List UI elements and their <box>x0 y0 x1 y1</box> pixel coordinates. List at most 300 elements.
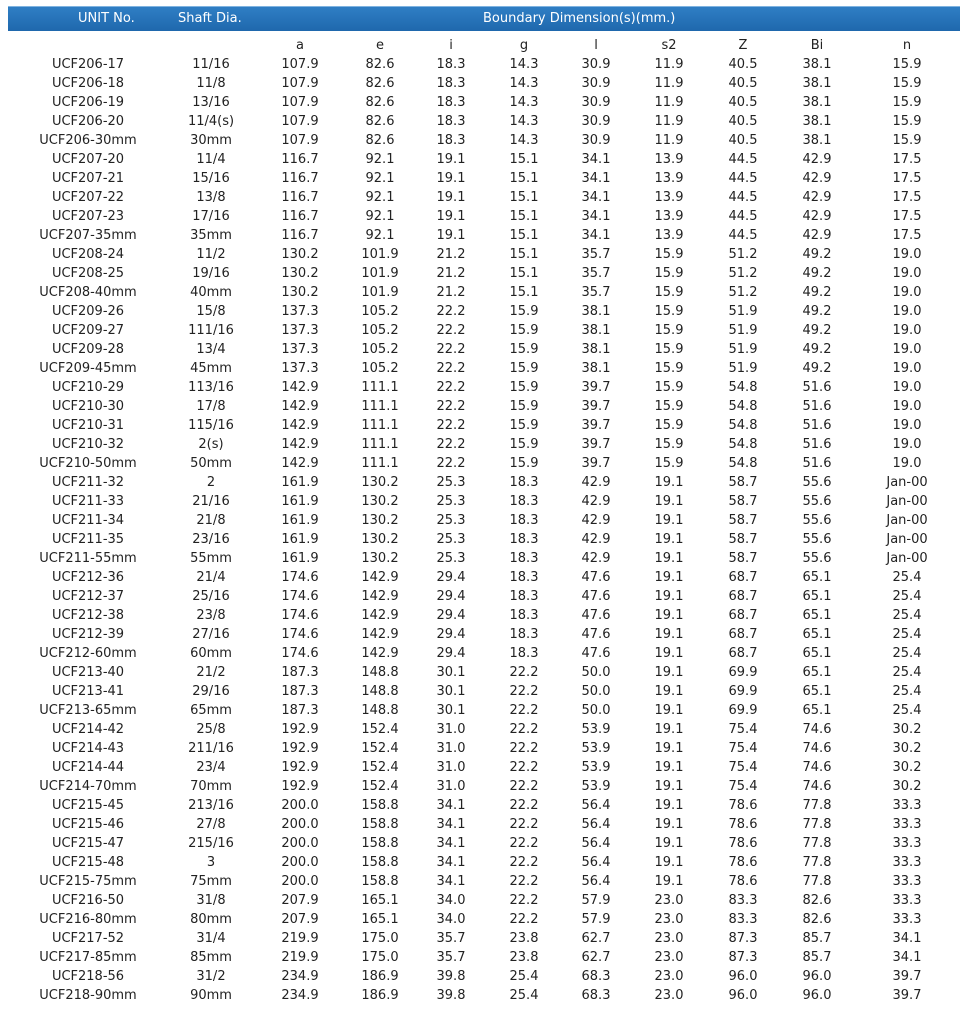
cell-shaft-dia: 31/4 <box>196 931 226 946</box>
cell-g: 15.1 <box>509 152 539 167</box>
cell-e: 111.1 <box>361 399 399 414</box>
cell-l: 56.4 <box>581 817 611 832</box>
cell-l: 30.9 <box>581 114 611 129</box>
cell-i: 19.1 <box>436 190 466 205</box>
cell-l: 47.6 <box>581 646 611 661</box>
cell-n: 19.0 <box>892 304 922 319</box>
cell-n: 25.4 <box>892 684 922 699</box>
cell-a: 161.9 <box>281 494 319 509</box>
cell-e: 130.2 <box>361 494 399 509</box>
cell-bi: 74.6 <box>802 722 832 737</box>
cell-s2: 19.1 <box>654 741 684 756</box>
cell-z: 51.9 <box>728 342 758 357</box>
cell-l: 50.0 <box>581 703 611 718</box>
cell-g: 15.1 <box>509 228 539 243</box>
table-row <box>8 435 960 454</box>
cell-e: 158.8 <box>361 836 399 851</box>
table-row <box>8 397 960 416</box>
cell-bi: 77.8 <box>802 836 832 851</box>
cell-n: 39.7 <box>892 988 922 1003</box>
cell-n: 17.5 <box>892 152 922 167</box>
cell-s2: 19.1 <box>654 684 684 699</box>
cell-l: 57.9 <box>581 893 611 908</box>
cell-a: 116.7 <box>281 152 319 167</box>
cell-bi: 85.7 <box>802 950 832 965</box>
cell-z: 54.8 <box>728 437 758 452</box>
cell-shaft-dia: 111/16 <box>188 323 234 338</box>
cell-e: 105.2 <box>361 361 399 376</box>
cell-bi: 85.7 <box>802 931 832 946</box>
cell-n: 34.1 <box>892 931 922 946</box>
cell-l: 38.1 <box>581 361 611 376</box>
cell-a: 207.9 <box>281 893 319 908</box>
cell-n: 25.4 <box>892 646 922 661</box>
cell-unit-no: UCF210-30 <box>51 399 125 414</box>
cell-z: 40.5 <box>728 95 758 110</box>
cell-unit-no: UCF211-35 <box>51 532 125 547</box>
cell-s2: 19.1 <box>654 494 684 509</box>
table-body <box>8 55 960 1005</box>
cell-e: 152.4 <box>361 741 399 756</box>
cell-bi: 42.9 <box>802 171 832 186</box>
cell-g: 22.2 <box>509 912 539 927</box>
column-header-i: i <box>449 38 453 53</box>
cell-shaft-dia: 50mm <box>190 456 232 471</box>
cell-l: 34.1 <box>581 152 611 167</box>
cell-g: 15.9 <box>509 304 539 319</box>
cell-z: 69.9 <box>728 703 758 718</box>
cell-e: 111.1 <box>361 437 399 452</box>
cell-z: 58.7 <box>728 494 758 509</box>
cell-z: 96.0 <box>728 988 758 1003</box>
cell-s2: 15.9 <box>654 418 684 433</box>
cell-i: 22.2 <box>436 437 466 452</box>
cell-g: 22.2 <box>509 760 539 775</box>
cell-unit-no: UCF213-65mm <box>39 703 137 718</box>
cell-z: 40.5 <box>728 76 758 91</box>
table-row <box>8 910 960 929</box>
cell-e: 111.1 <box>361 418 399 433</box>
cell-s2: 13.9 <box>654 171 684 186</box>
cell-z: 75.4 <box>728 779 758 794</box>
cell-a: 116.7 <box>281 190 319 205</box>
cell-i: 31.0 <box>436 741 466 756</box>
cell-e: 148.8 <box>361 665 399 680</box>
table-row <box>8 112 960 131</box>
cell-shaft-dia: 11/8 <box>196 76 226 91</box>
cell-n: 15.9 <box>892 114 922 129</box>
cell-i: 29.4 <box>436 646 466 661</box>
cell-l: 39.7 <box>581 456 611 471</box>
cell-z: 78.6 <box>728 817 758 832</box>
cell-shaft-dia: 11/16 <box>192 57 230 72</box>
cell-n: 33.3 <box>892 836 922 851</box>
cell-a: 116.7 <box>281 209 319 224</box>
cell-unit-no: UCF209-45mm <box>39 361 137 376</box>
cell-s2: 19.1 <box>654 703 684 718</box>
cell-s2: 23.0 <box>654 950 684 965</box>
cell-e: 142.9 <box>361 589 399 604</box>
cell-unit-no: UCF212-38 <box>51 608 125 623</box>
cell-a: 116.7 <box>281 228 319 243</box>
cell-n: 19.0 <box>892 380 922 395</box>
cell-s2: 19.1 <box>654 855 684 870</box>
cell-s2: 23.0 <box>654 912 684 927</box>
cell-z: 44.5 <box>728 152 758 167</box>
cell-e: 142.9 <box>361 608 399 623</box>
cell-l: 56.4 <box>581 855 611 870</box>
cell-l: 35.7 <box>581 285 611 300</box>
cell-i: 30.1 <box>436 665 466 680</box>
table-row <box>8 74 960 93</box>
cell-shaft-dia: 25/8 <box>196 722 226 737</box>
cell-shaft-dia: 23/8 <box>196 608 226 623</box>
cell-l: 53.9 <box>581 779 611 794</box>
cell-i: 29.4 <box>436 570 466 585</box>
table-row <box>8 188 960 207</box>
cell-a: 107.9 <box>281 95 319 110</box>
cell-s2: 11.9 <box>654 95 684 110</box>
cell-i: 22.2 <box>436 456 466 471</box>
cell-e: 165.1 <box>361 893 399 908</box>
table-row <box>8 492 960 511</box>
column-header-n: n <box>902 38 912 53</box>
cell-a: 137.3 <box>281 342 319 357</box>
cell-e: 158.8 <box>361 855 399 870</box>
cell-e: 148.8 <box>361 703 399 718</box>
cell-i: 35.7 <box>436 950 466 965</box>
boundary-dimension-header: Boundary Dimension(s)(mm.) <box>483 11 676 26</box>
cell-shaft-dia: 11/4(s) <box>187 114 235 129</box>
cell-i: 34.1 <box>436 798 466 813</box>
cell-e: 82.6 <box>365 57 395 72</box>
cell-z: 44.5 <box>728 171 758 186</box>
cell-a: 107.9 <box>281 76 319 91</box>
cell-g: 15.9 <box>509 380 539 395</box>
cell-z: 44.5 <box>728 190 758 205</box>
cell-n: Jan-00 <box>886 551 928 566</box>
cell-s2: 19.1 <box>654 532 684 547</box>
cell-shaft-dia: 15/16 <box>192 171 230 186</box>
cell-i: 21.2 <box>436 285 466 300</box>
cell-n: Jan-00 <box>886 494 928 509</box>
cell-g: 25.4 <box>509 988 539 1003</box>
cell-l: 38.1 <box>581 304 611 319</box>
cell-n: 17.5 <box>892 228 922 243</box>
cell-l: 34.1 <box>581 209 611 224</box>
cell-e: 92.1 <box>365 171 395 186</box>
cell-bi: 82.6 <box>802 893 832 908</box>
cell-n: 19.0 <box>892 247 922 262</box>
cell-i: 21.2 <box>436 247 466 262</box>
cell-z: 44.5 <box>728 228 758 243</box>
cell-a: 187.3 <box>281 684 319 699</box>
cell-bi: 74.6 <box>802 779 832 794</box>
cell-s2: 19.1 <box>654 589 684 604</box>
cell-z: 87.3 <box>728 950 758 965</box>
cell-a: 142.9 <box>281 399 319 414</box>
cell-a: 142.9 <box>281 380 319 395</box>
cell-s2: 19.1 <box>654 722 684 737</box>
cell-g: 15.1 <box>509 209 539 224</box>
cell-s2: 19.1 <box>654 570 684 585</box>
dimension-table <box>8 36 960 1005</box>
cell-l: 35.7 <box>581 266 611 281</box>
cell-z: 68.7 <box>728 646 758 661</box>
cell-shaft-dia: 35mm <box>190 228 232 243</box>
cell-g: 18.3 <box>509 475 539 490</box>
cell-bi: 65.1 <box>802 627 832 642</box>
cell-g: 14.3 <box>509 57 539 72</box>
cell-l: 34.1 <box>581 190 611 205</box>
cell-e: 111.1 <box>361 380 399 395</box>
cell-a: 130.2 <box>281 266 319 281</box>
cell-bi: 42.9 <box>802 190 832 205</box>
cell-i: 25.3 <box>436 532 466 547</box>
cell-z: 69.9 <box>728 665 758 680</box>
cell-shaft-dia: 23/4 <box>196 760 226 775</box>
cell-i: 39.8 <box>436 988 466 1003</box>
cell-n: 19.0 <box>892 266 922 281</box>
cell-i: 34.1 <box>436 836 466 851</box>
cell-e: 92.1 <box>365 228 395 243</box>
cell-s2: 15.9 <box>654 361 684 376</box>
shaft-dia-header: Shaft Dia. <box>178 11 242 26</box>
cell-shaft-dia: 11/4 <box>196 152 226 167</box>
cell-s2: 13.9 <box>654 152 684 167</box>
cell-n: 34.1 <box>892 950 922 965</box>
cell-a: 142.9 <box>281 437 319 452</box>
cell-unit-no: UCF215-47 <box>51 836 125 851</box>
cell-i: 34.1 <box>436 855 466 870</box>
cell-s2: 15.9 <box>654 304 684 319</box>
table-row <box>8 378 960 397</box>
cell-unit-no: UCF206-18 <box>51 76 125 91</box>
cell-unit-no: UCF208-24 <box>51 247 125 262</box>
cell-n: 19.0 <box>892 437 922 452</box>
cell-bi: 65.1 <box>802 589 832 604</box>
cell-shaft-dia: 2 <box>206 475 216 490</box>
cell-g: 18.3 <box>509 551 539 566</box>
cell-i: 18.3 <box>436 95 466 110</box>
table-row <box>8 150 960 169</box>
cell-l: 30.9 <box>581 133 611 148</box>
cell-a: 200.0 <box>281 836 319 851</box>
cell-unit-no: UCF212-39 <box>51 627 125 642</box>
cell-unit-no: UCF209-26 <box>51 304 125 319</box>
cell-unit-no: UCF207-22 <box>51 190 125 205</box>
cell-shaft-dia: 213/16 <box>188 798 234 813</box>
cell-a: 174.6 <box>281 608 319 623</box>
cell-shaft-dia: 90mm <box>190 988 232 1003</box>
cell-a: 161.9 <box>281 551 319 566</box>
cell-shaft-dia: 17/16 <box>192 209 230 224</box>
unit-no-header: UNIT No. <box>78 11 135 26</box>
cell-z: 54.8 <box>728 380 758 395</box>
cell-unit-no: UCF213-41 <box>51 684 125 699</box>
cell-shaft-dia: 23/16 <box>192 532 230 547</box>
cell-bi: 51.6 <box>802 380 832 395</box>
cell-n: Jan-00 <box>886 532 928 547</box>
cell-z: 40.5 <box>728 57 758 72</box>
cell-s2: 13.9 <box>654 209 684 224</box>
cell-z: 78.6 <box>728 798 758 813</box>
cell-g: 22.2 <box>509 836 539 851</box>
cell-n: 15.9 <box>892 133 922 148</box>
cell-l: 47.6 <box>581 627 611 642</box>
cell-e: 92.1 <box>365 209 395 224</box>
cell-bi: 74.6 <box>802 760 832 775</box>
cell-n: 39.7 <box>892 969 922 984</box>
cell-bi: 77.8 <box>802 798 832 813</box>
cell-unit-no: UCF212-37 <box>51 589 125 604</box>
table-row <box>8 283 960 302</box>
cell-s2: 19.1 <box>654 513 684 528</box>
cell-bi: 38.1 <box>802 57 832 72</box>
cell-n: 30.2 <box>892 741 922 756</box>
cell-g: 15.9 <box>509 418 539 433</box>
cell-s2: 19.1 <box>654 836 684 851</box>
cell-e: 101.9 <box>361 285 399 300</box>
cell-e: 158.8 <box>361 817 399 832</box>
table-row <box>8 169 960 188</box>
cell-z: 78.6 <box>728 874 758 889</box>
cell-z: 75.4 <box>728 722 758 737</box>
cell-unit-no: UCF208-40mm <box>39 285 137 300</box>
cell-g: 22.2 <box>509 722 539 737</box>
cell-g: 14.3 <box>509 76 539 91</box>
cell-l: 68.3 <box>581 988 611 1003</box>
cell-unit-no: UCF208-25 <box>51 266 125 281</box>
cell-bi: 49.2 <box>802 304 832 319</box>
cell-a: 142.9 <box>281 456 319 471</box>
cell-l: 53.9 <box>581 741 611 756</box>
table-row <box>8 834 960 853</box>
cell-unit-no: UCF218-90mm <box>39 988 137 1003</box>
cell-l: 38.1 <box>581 323 611 338</box>
cell-l: 53.9 <box>581 722 611 737</box>
cell-bi: 96.0 <box>802 969 832 984</box>
cell-shaft-dia: 115/16 <box>188 418 234 433</box>
cell-s2: 15.9 <box>654 323 684 338</box>
cell-i: 19.1 <box>436 152 466 167</box>
cell-z: 78.6 <box>728 855 758 870</box>
cell-i: 22.2 <box>436 323 466 338</box>
cell-i: 22.2 <box>436 304 466 319</box>
cell-g: 18.3 <box>509 570 539 585</box>
cell-i: 18.3 <box>436 114 466 129</box>
cell-unit-no: UCF216-50 <box>51 893 125 908</box>
cell-n: 33.3 <box>892 912 922 927</box>
cell-s2: 13.9 <box>654 190 684 205</box>
cell-bi: 77.8 <box>802 874 832 889</box>
cell-n: 25.4 <box>892 627 922 642</box>
cell-e: 152.4 <box>361 760 399 775</box>
cell-z: 87.3 <box>728 931 758 946</box>
cell-i: 25.3 <box>436 475 466 490</box>
cell-shaft-dia: 27/8 <box>196 817 226 832</box>
cell-i: 35.7 <box>436 931 466 946</box>
cell-z: 51.9 <box>728 361 758 376</box>
cell-z: 68.7 <box>728 608 758 623</box>
cell-z: 75.4 <box>728 741 758 756</box>
cell-e: 92.1 <box>365 152 395 167</box>
cell-e: 82.6 <box>365 76 395 91</box>
cell-unit-no: UCF206-19 <box>51 95 125 110</box>
cell-unit-no: UCF212-60mm <box>39 646 137 661</box>
cell-unit-no: UCF217-52 <box>51 931 125 946</box>
cell-l: 42.9 <box>581 475 611 490</box>
cell-unit-no: UCF214-44 <box>51 760 125 775</box>
column-header-shaft <box>168 36 254 55</box>
cell-a: 137.3 <box>281 323 319 338</box>
cell-e: 158.8 <box>361 798 399 813</box>
table-row <box>8 587 960 606</box>
table-row <box>8 226 960 245</box>
cell-i: 29.4 <box>436 589 466 604</box>
table-row <box>8 549 960 568</box>
cell-e: 175.0 <box>361 931 399 946</box>
cell-i: 19.1 <box>436 171 466 186</box>
cell-s2: 15.9 <box>654 285 684 300</box>
cell-bi: 38.1 <box>802 133 832 148</box>
cell-s2: 11.9 <box>654 133 684 148</box>
cell-l: 62.7 <box>581 950 611 965</box>
cell-bi: 65.1 <box>802 703 832 718</box>
cell-bi: 42.9 <box>802 152 832 167</box>
cell-s2: 19.1 <box>654 817 684 832</box>
cell-shaft-dia: 70mm <box>190 779 232 794</box>
cell-g: 18.3 <box>509 532 539 547</box>
cell-unit-no: UCF214-42 <box>51 722 125 737</box>
cell-l: 34.1 <box>581 171 611 186</box>
cell-g: 15.1 <box>509 171 539 186</box>
cell-s2: 19.1 <box>654 475 684 490</box>
cell-n: 30.2 <box>892 779 922 794</box>
cell-shaft-dia: 19/16 <box>192 266 230 281</box>
cell-a: 200.0 <box>281 874 319 889</box>
cell-s2: 15.9 <box>654 247 684 262</box>
cell-i: 34.0 <box>436 893 466 908</box>
cell-s2: 15.9 <box>654 399 684 414</box>
cell-unit-no: UCF214-70mm <box>39 779 137 794</box>
cell-i: 39.8 <box>436 969 466 984</box>
cell-s2: 19.1 <box>654 665 684 680</box>
cell-g: 22.2 <box>509 798 539 813</box>
cell-i: 34.1 <box>436 817 466 832</box>
cell-l: 38.1 <box>581 342 611 357</box>
cell-e: 186.9 <box>361 969 399 984</box>
cell-l: 53.9 <box>581 760 611 775</box>
cell-shaft-dia: 13/16 <box>192 95 230 110</box>
cell-bi: 65.1 <box>802 665 832 680</box>
cell-a: 174.6 <box>281 627 319 642</box>
cell-a: 200.0 <box>281 817 319 832</box>
cell-bi: 49.2 <box>802 266 832 281</box>
cell-g: 18.3 <box>509 627 539 642</box>
cell-a: 187.3 <box>281 665 319 680</box>
cell-e: 142.9 <box>361 627 399 642</box>
cell-bi: 49.2 <box>802 361 832 376</box>
table-row <box>8 131 960 150</box>
cell-a: 192.9 <box>281 722 319 737</box>
cell-unit-no: UCF215-45 <box>51 798 125 813</box>
column-header-l: l <box>594 38 598 53</box>
cell-n: 25.4 <box>892 570 922 585</box>
cell-i: 22.2 <box>436 380 466 395</box>
cell-s2: 15.9 <box>654 342 684 357</box>
cell-unit-no: UCF210-32 <box>51 437 125 452</box>
